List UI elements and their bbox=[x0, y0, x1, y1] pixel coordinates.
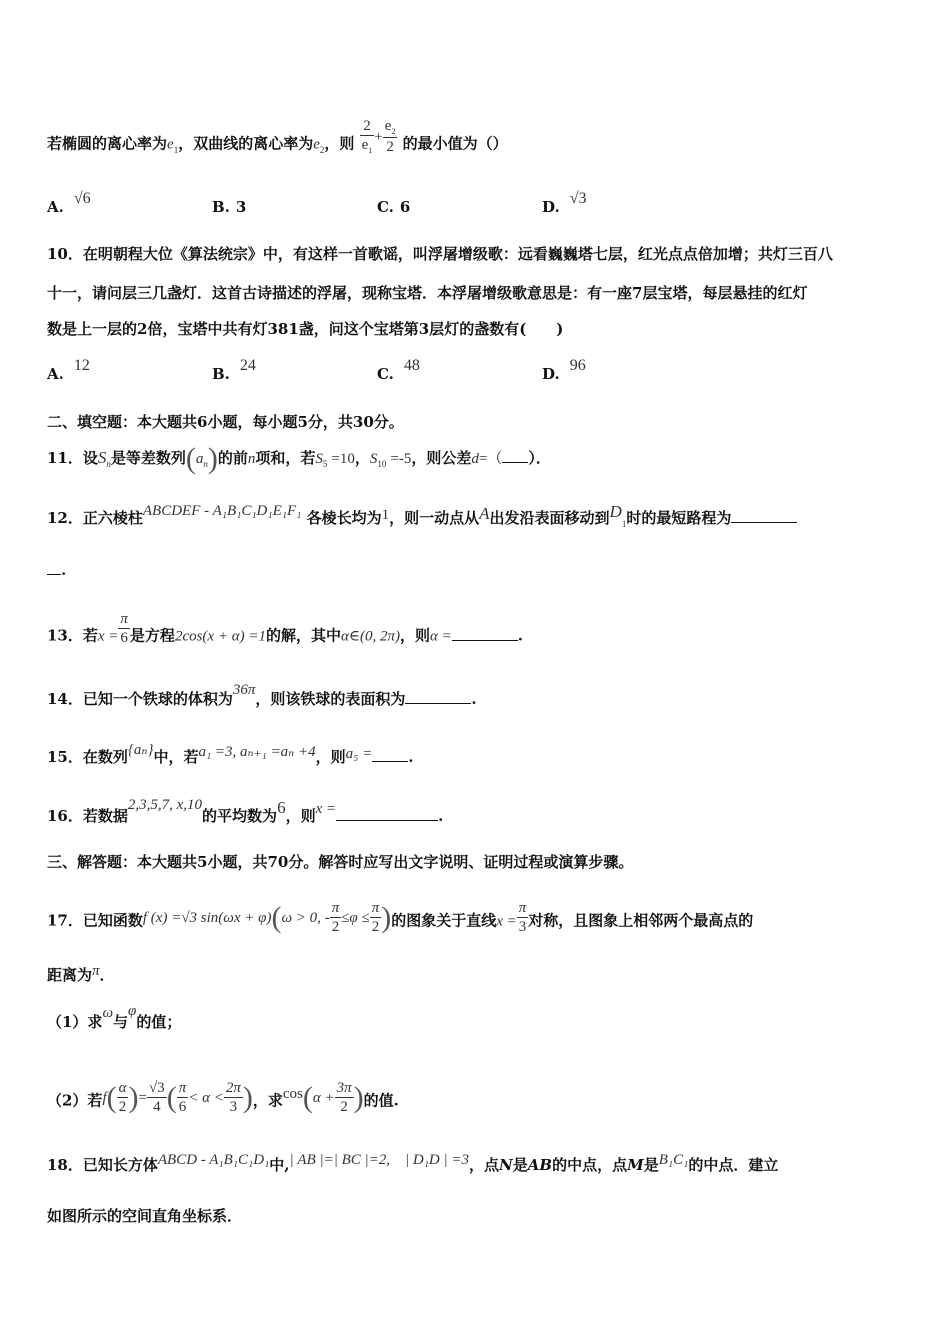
frac-2-over-e1: $\frac{2}{e_1}$ bbox=[361, 118, 373, 155]
q16: 16．若数据2,3,5,7, x,10的平均数为6，则x = . bbox=[47, 797, 444, 825]
q16-answer-blank[interactable] bbox=[336, 820, 438, 821]
q10-line-2: 十一，请问层三几盏灯．这首古诗描述的浮屠，现称宝塔．本浮屠增级歌意思是：有一座7层宝塔，每层悬挂的红灯 bbox=[47, 284, 808, 302]
q9-stem: 若椭圆的离心率为$e_1$，双曲线的离心率为$e_2$，则 $\frac{2}{e_1}$ + $\frac{e_2}{2}$ 的最小值为（） bbox=[47, 118, 508, 155]
q10-option-a[interactable]: A. 12 bbox=[47, 357, 90, 383]
q10-option-d[interactable]: D. 96 bbox=[542, 357, 586, 383]
q17-part-1: （1）求ω与φ的值； bbox=[47, 1003, 182, 1031]
q9-option-c[interactable]: C. 6 bbox=[377, 198, 411, 216]
q12: 12．正六棱柱ABCDEF - A₁B₁C₁D₁E₁F₁ 各棱长均为1，则一动点从A出发沿表面移动到$D_1$时的最短路程为 bbox=[47, 508, 910, 530]
q11: 11．设$S_n$是等差数列$(a_n)$的前n项和，若$S_5 =10$，$S_{10} =-5$，则公差d=（ ）． bbox=[47, 442, 551, 475]
q15-answer-blank[interactable] bbox=[372, 761, 408, 762]
q14-answer-blank[interactable] bbox=[405, 703, 471, 704]
q11-answer-blank[interactable] bbox=[502, 462, 528, 463]
q12-answer-blank[interactable] bbox=[731, 522, 797, 523]
q17-part-2: （2）若f( $\frac{\alpha}{2}$ )= $\frac{√3}{4}$ ( $\frac{\pi}{6}$ < α < $\frac{2\pi}{3}$ )，求cos(α + $\frac{3\pi}{2}$ )的值. bbox=[47, 1080, 399, 1115]
q10-line-3: 数是上一层的2倍，宝塔中共有灯381盏，问这个宝塔第3层灯的盏数有( ) bbox=[47, 320, 564, 338]
section-fill-in-title: 二、填空题：本大题共6小题，每小题5分，共30分。 bbox=[47, 413, 404, 431]
q14: 14．已知一个铁球的体积为36π，则该铁球的表面积为 . bbox=[47, 682, 477, 708]
q15: 15．在数列{aₙ}中，若a₁ =3, aₙ₊₁ =aₙ +4，则a₅ = . bbox=[47, 742, 414, 766]
q18-line-2: 如图所示的空间直角坐标系． bbox=[47, 1207, 243, 1225]
q13-answer-blank[interactable] bbox=[452, 640, 518, 641]
section-solve-title: 三、解答题：本大题共5小题，共70分。解答时应写出文字说明、证明过程或演算步骤。 bbox=[47, 853, 634, 871]
q9-option-b[interactable]: B. 3 bbox=[212, 198, 247, 216]
q12-answer-blank-cont[interactable] bbox=[47, 574, 61, 575]
q13: 13．若x = $\frac{\pi}{6}$ 是方程2cos(x + α) =1的解，其中α∈(0, 2π)，则α = . bbox=[47, 611, 523, 646]
q17-line-2: 距离为π． bbox=[47, 963, 115, 984]
frac-e2-over-2: $\frac{e_2}{2}$ bbox=[384, 118, 396, 155]
q10-line-1: 10．在明朝程大位《算法统宗》中，有这样一首歌谣，叫浮屠增级歌：远看巍巍塔七层，红光点点倍加增；共灯三百八 bbox=[47, 245, 833, 263]
q18: 18．已知长方体ABCD - A₁B₁C₁D₁中,| AB |=| BC |=2, | D₁D | =3，点N是AB的中点，点M是B₁C₁的中点．建立 bbox=[47, 1152, 779, 1174]
q12-continued: . bbox=[47, 560, 910, 580]
q10-option-b[interactable]: B. 24 bbox=[212, 357, 256, 383]
q17: 17．已知函数f (x) =√3 sin(ωx + φ)(ω > 0, - $\frac{\pi}{2}$ ≤φ ≤ $\frac{\pi}{2}$ )的图象关于直线x = $\frac{\pi}{3}$ 对称，且图象上相邻两个最高点的 bbox=[47, 900, 754, 935]
q10-option-c[interactable]: C. 48 bbox=[377, 357, 420, 383]
q9-option-a[interactable]: A. √6 bbox=[47, 190, 91, 216]
q9-option-d[interactable]: D. √3 bbox=[542, 190, 587, 216]
